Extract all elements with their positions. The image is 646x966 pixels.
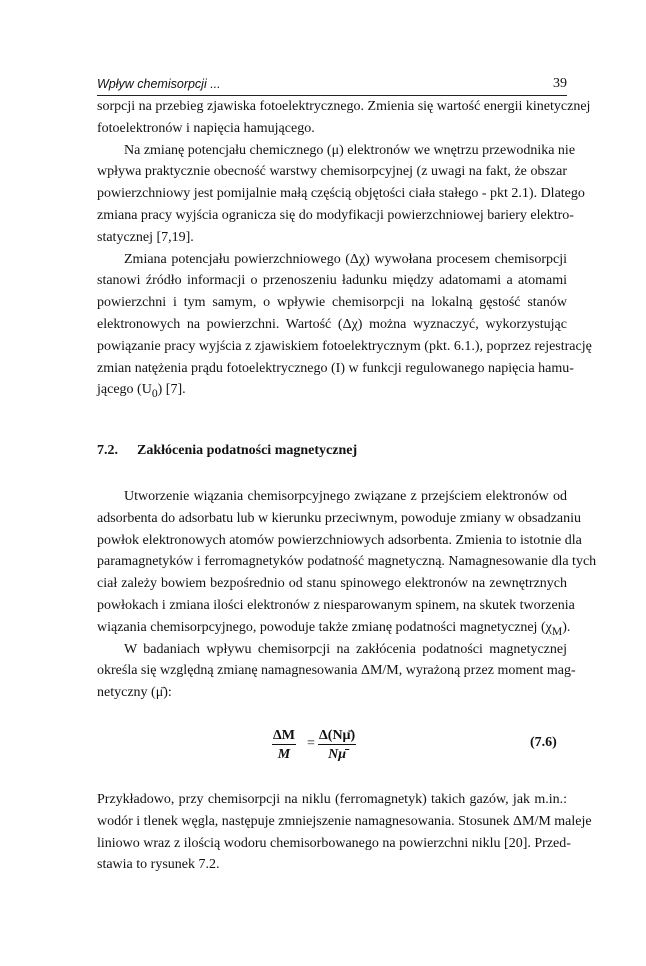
page-number: 39 [553, 76, 567, 91]
text-line: stawia to rysunek 7.2. [97, 857, 220, 873]
text-line [97, 617, 571, 639]
text-line: adsorbenta do adsorbatu lub w kierunku przeciwnym, powoduje zmiany w obsadzaniu [97, 510, 582, 526]
lhs-denominator: M [277, 747, 291, 762]
text-line: Zmiana potencjału powierzchniowego (Δχ) wywołana procesem chemisorpcji [124, 251, 567, 267]
text-line: netyczny (μ̄): [97, 685, 172, 701]
equals-sign: = [307, 736, 315, 751]
running-header-title: Wpływ chemisorpcji ... [97, 77, 221, 91]
text-line: określa się względną zmianę namagnesowania ΔM/M, wyrażoną przez moment mag- [97, 663, 576, 679]
equation-lhs [272, 727, 296, 764]
text-fragment: wiązania chemisorpcyjnego, powoduje także zmianę podatności magnetycznej (χ [97, 619, 552, 635]
equation-rhs [318, 727, 356, 764]
text-line: wodór i tlenek węgla, następuje zmniejszenie namagnesowania. Stosunek ΔM/M maleje [97, 813, 592, 829]
section-heading [97, 443, 357, 459]
text-line: powiązanie pracy wyjścia z zjawiskiem fotoelektrycznym (pkt. 6.1.), poprzez rejestrację [97, 338, 592, 354]
text-line: paramagnetyków i ferromagnetyków podatność magnetyczną. Namagnesowanie dla tych [97, 554, 597, 570]
section-title: Zakłócenia podatności magnetycznej [137, 443, 358, 458]
text-fragment: ) [7]. [157, 382, 186, 398]
text-line: powierzchni i tym samym, o wpływie chemisorpcji na lokalną gęstość stanów [97, 295, 567, 311]
text-line: fotoelektronów i napięcia hamującego. [97, 120, 315, 136]
text-line: stanowi źródło informacji o przenoszeniu ładunku między adatomami a atomami [97, 273, 567, 289]
text-line: zmiana pracy wyjścia ogranicza się do modyfikacji powierzchniowej bariery elektro- [97, 207, 574, 223]
subscript: M [551, 624, 563, 638]
lhs-numerator: ΔM [273, 728, 295, 743]
text-line: ciał zależy bowiem bezpośrednio od stanu spinowego elektronów na zewnętrznych [97, 576, 567, 592]
text-line: Utworzenie wiązania chemisorpcyjnego związane z przejściem elektronów od [124, 489, 567, 504]
text-line: Przykładowo, przy chemisorpcji na niklu (ferromagnetyk) takich gazów, jak m.in.: [97, 792, 567, 807]
subscript: 0 [151, 387, 158, 401]
text-fragment: jącego (U [97, 382, 152, 398]
text-line: powierzchniowy jest pomijalnie małą częścią objętości ciała stałego - pkt 2.1). Dlatego [97, 186, 585, 202]
body-text-middle [97, 486, 597, 704]
text-line: sorpcji na przebieg zjawiska fotoelektrycznego. Zmienia się wartość energii kinetycznej [97, 99, 591, 114]
section-number: 7.2. [97, 443, 118, 458]
text-fragment: ). [562, 619, 571, 635]
text-line: Na zmianę potencjału chemicznego (μ) elektronów we wnętrzu przewodnika nie [124, 142, 576, 158]
text-line: powłokach i zmiana ilości elektronów z niesparowanym spinem, na skutek tworzenia [97, 597, 575, 613]
text-line: W badaniach wpływu chemisorpcji na zakłócenia podatności magnetycznej [124, 641, 567, 657]
text-line: powłok elektronowych atomów powierzchniowych adsorbenta. Zmienia to istotnie dla [97, 532, 582, 548]
text-line: statycznej [7,19]. [97, 229, 194, 245]
text-line: elektronowych na powierzchni. Wartość (Δχ) można wyznaczyć, wykorzystując [97, 316, 567, 332]
text-line: liniowo wraz z ilością wodoru chemisorbowanego na powierzchni niklu [20]. Przed- [97, 835, 571, 851]
text-line [97, 379, 567, 401]
body-text-bottom [97, 789, 592, 876]
rhs-numerator: Δ(Nμ̄) [319, 728, 356, 743]
equation-number: (7.6) [530, 735, 557, 750]
text-line: wpływa praktycznie obecność warstwy chemisorpcyjnej (z uwagi na fakt, że obszar [97, 164, 567, 180]
equation-7-6 [0, 727, 646, 771]
body-text-top [97, 96, 592, 401]
rhs-denominator: Nμ̄ [328, 747, 347, 762]
running-header [97, 75, 567, 96]
text-line: zmian natężenia prądu fotoelektrycznego (I) w funkcji regulowanego napięcia hamu- [97, 360, 574, 376]
